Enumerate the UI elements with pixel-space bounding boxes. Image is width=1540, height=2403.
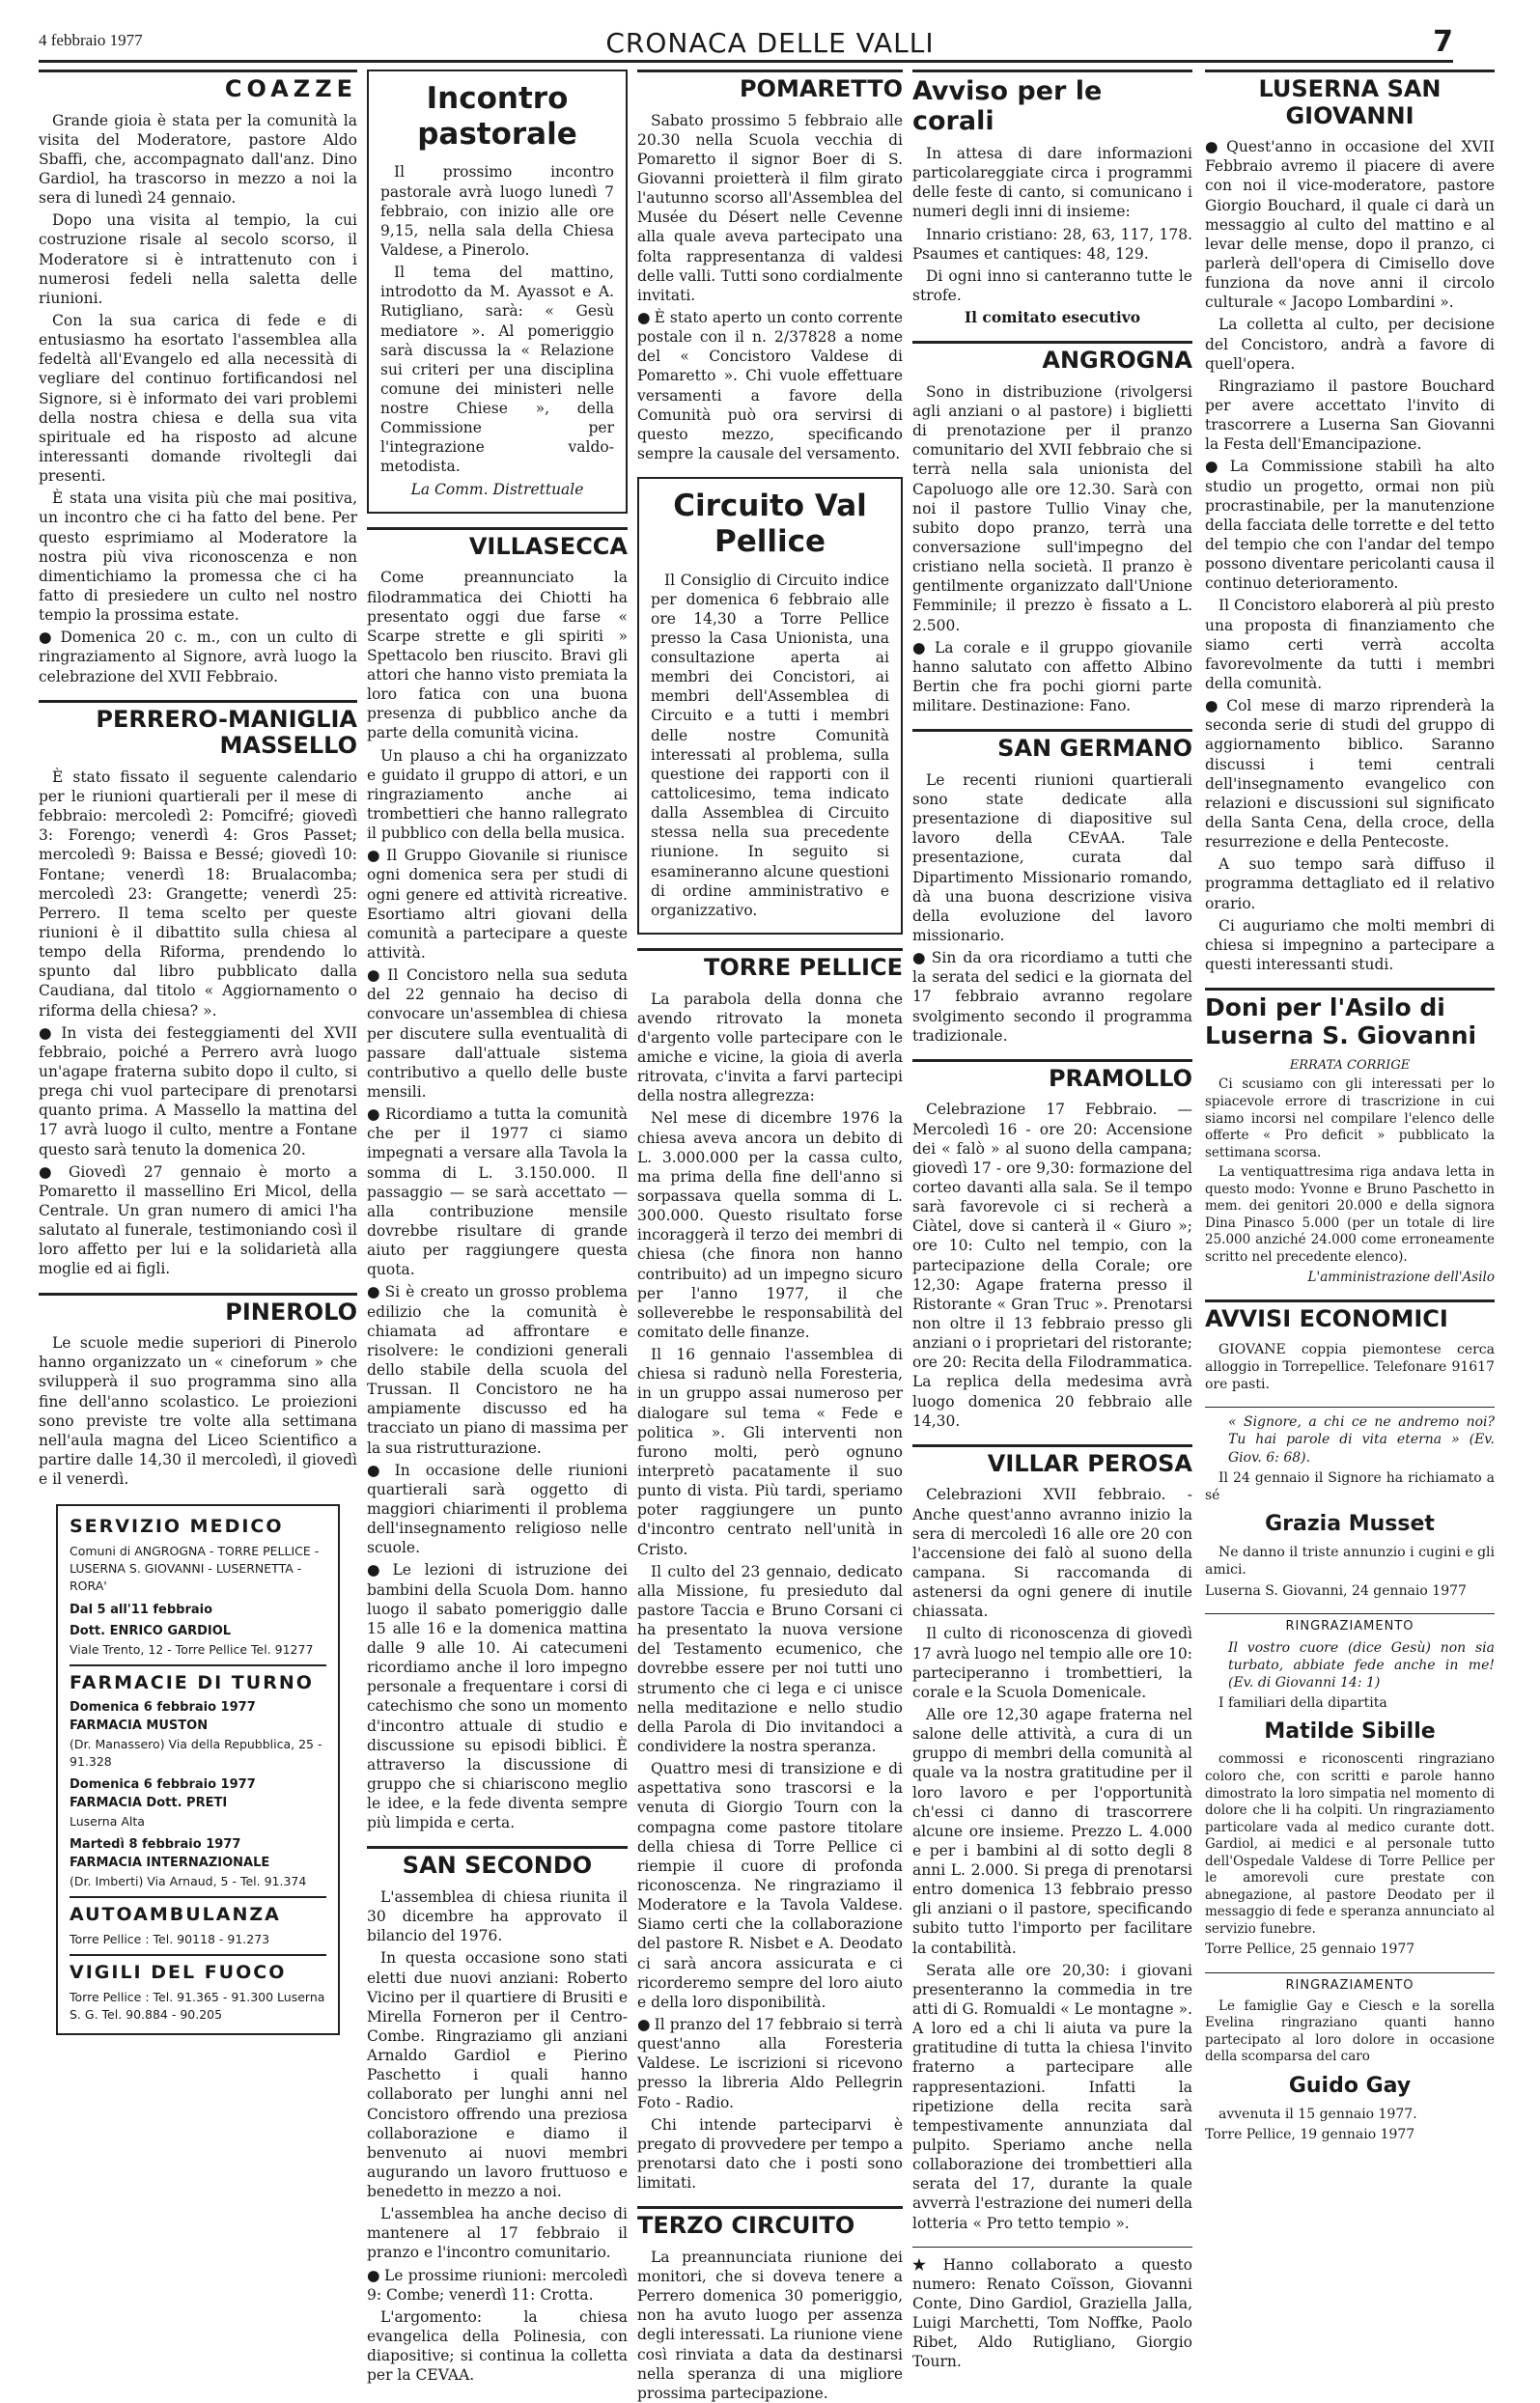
ringraziamento-heading: RINGRAZIAMENTO: [1205, 1972, 1495, 1993]
article-incontro-pastorale: [367, 70, 628, 514]
paragraph: Sabato prossimo 5 febbraio alle 20.30 nella Scuola vecchia di Pomaretto il signor Boer di S. Giovanni proietterà il film girato l'autunno scorso all'Assemblea del Musée du Désert nelle Cevenne alla quale aveva partecipato una folta rappresentanza di valdesi delle valli. Tutti sono cordialmente invitati.: [637, 111, 903, 304]
bullet-paragraph: [39, 1023, 357, 1160]
place-date: Luserna S. Giovanni, 24 gennaio 1977: [1205, 1582, 1467, 1599]
paragraph: avvenuta il 15 gennaio 1977.: [1218, 2106, 1417, 2122]
bullet-icon: ●: [912, 948, 928, 967]
box-heading: AUTOAMBULANZA: [70, 1896, 326, 1925]
bullet-text: Sin da ora ricordiamo a tutti che la serata del sedici e la giornata del 17 febbraio avranno regolare svolgimento secondo il programma tradizionale.: [912, 949, 1192, 1045]
bullet-paragraph: [912, 948, 1192, 1046]
paragraph: La parabola della donna che avendo ritrovato la moneta d'argento volle partecipare con le amiche e vicine, la gioia di averla ritrovata, c'invita a farvi partecipi della nostra allegrezza:: [637, 990, 903, 1105]
paragraph: In attesa di dare informazioni particolareggiate circa i programmi delle feste di canto, si comunicano i numeri degli inni di insieme:: [912, 145, 1192, 221]
bullet-text: Le lezioni di istruzione dei bambini della Scuola Dom. hanno luogo il sabato pomeriggio dalle 15 alle 16 e la domenica mattina dalle 9 alle 10. Ai catecumeni ricordiamo anche il loro impegno personale a frequentare i corsi di catechismo che sono un momento d'incontro attuale di studio e discussione su episodi biblici. È attraverso la discussione di gruppo che si chiariscono meglio le idee, e la fede diventa sempre più limpida e certa.: [367, 1561, 628, 1832]
newspaper-section-title: CRONACA DELLE VALLI: [605, 27, 935, 59]
paragraph: GIOVANE coppia piemontese cerca alloggio in Torrepellice. Telefonare 91617 ore pasti.: [1205, 1341, 1495, 1393]
bullet-paragraph: [637, 308, 903, 463]
paragraph: Il Consiglio di Circuito indice per domenica 6 febbraio alle ore 14,30 a Torre Pellice presso la Casa Unionista, una consultazione aperta ai membri dei Concistori, ai membri dell'Assemblea di Circuito e a tutti i membri delle nostre Comunità interessati al problema, sulla questione dei rapporti con il cattolicesimo, tema indicato dalla Assemblea di Circuito stessa nella sua precedente riunione. In seguito si esamineranno alcune questioni di ordine amministrativo e organizzativo.: [651, 571, 889, 919]
bullet-icon: ●: [367, 2265, 380, 2284]
pharmacy-date: Domenica 6 febbraio 1977: [70, 1700, 256, 1716]
article-title: POMARETTO: [637, 70, 903, 103]
pharmacy-info: (Dr. Manassero) Via della Repubblica, 25 - 91.328: [70, 1737, 322, 1770]
paragraph: Il tema del mattino, introdotto da M. Ayassot e A. Rutigliano, sarà: « Gesù mediatore ». Al pomeriggio sarà discussa la « Relazione sui criteri per una disciplina comune dei ministeri nelle nostre Chiese », della Commissione per l'integrazione valdo-metodista.: [380, 264, 614, 476]
article-pomaretto: [637, 70, 903, 463]
deceased-name: Matilde Sibille: [1264, 1719, 1436, 1745]
bullet-text: Il Concistoro nella sua seduta del 22 gennaio ha deciso di convocare un'assemblea di chiesa per discutere sulla eventualità di passare dall'attuale sistema contributivo a quello delle buste mensili.: [367, 966, 628, 1102]
article-title: TORRE PELLICE: [637, 948, 903, 982]
paragraph: Il Concistoro elaborerà al più presto una proposta di finanziamento che siamo certi verrà accolta favorevolmente da tutti i membri della comunità.: [1205, 597, 1495, 692]
bullet-paragraph: [39, 628, 357, 685]
paragraph: Chi intende parteciparvi è pregato di provvedere per tempo a prenotarsi dato che i posti sono limitati.: [637, 2115, 903, 2193]
paragraph: A suo tempo sarà diffuso il programma dettagliato ed il relativo orario.: [1205, 855, 1495, 912]
box-line: Torre Pellice : Tel. 91.365 - 91.300 Luserna S. G. Tel. 90.884 - 90.205: [70, 1990, 325, 2023]
article-torre-pellice: [637, 948, 903, 2193]
paragraph: Ringraziamo il pastore Bouchard per avere accettato l'invito di trascorrere a Luserna San Giovanni la Festa dell'Emancipazione.: [1205, 377, 1495, 454]
pharmacy-entry: [70, 1699, 326, 1771]
box-heading: FARMACIE DI TURNO: [70, 1664, 326, 1693]
column-5: [1205, 70, 1495, 2280]
bullet-text: Si è creato un grosso problema edilizio che la comunità è chiamata ad affrontare e risolvere: le condizioni generali dello stabile della scuola del Trussan. Il Concistoro ne ha ampiamente discusso ed ha tracciato un piano di massima per la sua ristrutturazione.: [367, 1283, 628, 1457]
article-doni-asilo: [1205, 988, 1495, 1286]
article-pinerolo: [39, 1293, 357, 1490]
bullet-icon: ●: [39, 1022, 58, 1042]
place-date: Torre Pellice, 25 gennaio 1977: [1205, 1942, 1415, 1958]
deceased-name: Guido Gay: [1288, 2073, 1412, 2098]
article-san-germano: [912, 729, 1192, 1046]
bullet-icon: ●: [39, 1161, 65, 1181]
article-title: PERRERO-MANIGLIA MASSELLO: [39, 700, 357, 760]
header-rule: [39, 60, 1453, 63]
article-title: PINEROLO: [39, 1293, 357, 1327]
contributors-note: [912, 2255, 1192, 2372]
box-line: Comuni di ANGROGNA - TORRE PELLICE - LUSERNA S. GIOVANNI - LUSERNETTA - RORA': [70, 1544, 320, 1594]
bullet-icon: ●: [367, 965, 384, 985]
article-circuito-val-pellice: [637, 477, 903, 935]
errata-heading: ERRATA CORRIGE: [1289, 1057, 1411, 1073]
issue-date: 4 febbraio 1977: [39, 31, 143, 49]
box-line: Torre Pellice : Tel. 90118 - 91.273: [70, 1931, 270, 1946]
pharmacy-info: (Dr. Imberti) Via Arnaud, 5 - Tel. 91.374: [70, 1873, 307, 1888]
article-title: VILLAR PEROSA: [912, 1444, 1192, 1478]
column-4: [912, 70, 1192, 2371]
obituary-sibille: [1205, 1613, 1495, 1959]
paragraph: È stato fissato il seguente calendario per le riunioni quartierali per il mese di febbraio: mercoledì 2: Pomcifré; giovedì 3: Forengo; venerdì 4: Gros Passet; mercoledì 9: Baissa e Bessé; giovedì 10: Fontane; venerdì 18: Brualacomba; mercoledì 23: Grangette; venerdì 25: Perrero. Il tema scelto per queste riunioni è il dibattito sulla chiesa al tempo della Riforma, prendendo lo spunto dal libro pubblicato dalla Caudiana, dal titolo « Aggiornamento o riforma della chiesa? ».: [39, 768, 357, 1020]
bullet-paragraph: [367, 1282, 628, 1457]
paragraph: Un plauso a chi ha organizzato e guidato il gruppo di attori, e un ringraziamento anche ai trombettieri che hanno rallegrato il pubblico con della bella musica.: [367, 746, 628, 843]
bullet-text: Col mese di marzo riprenderà la seconda serie di studi del gruppo di aggiornamento biblico. Saranno discussi i temi centrali dell'insegnamento evangelico con relazioni e discussioni sul significato della Santa Cena, della croce, della resurrezione e della Pentecoste.: [1205, 697, 1495, 852]
pharmacy-date: Martedì 8 febbraio 1977: [70, 1837, 241, 1853]
bullet-paragraph: [1205, 696, 1495, 852]
quote: Il vostro cuore (dice Gesù) non sia turbato, abbiate fede anche in me! (Ev. di Giovanni 14: 1): [1228, 1639, 1495, 1691]
bullet-text: In occasione delle riunioni quartierali sarà oggetto di maggiori chiarimenti il problema dell'insegnamento religioso nelle scuole.: [367, 1461, 628, 1557]
paragraph: Il 24 gennaio il Signore ha richiamato a sé: [1205, 1469, 1495, 1503]
bullet-text: Giovedì 27 gennaio è morto a Pomaretto il massellino Eri Micol, della Centrale. Un gran numero di amici l'ha salutato al funerale, testimoniando così il loro affetto per lui e la solidarietà alla moglie ed ai figli.: [39, 1162, 357, 1278]
bullet-icon: ●: [1205, 457, 1226, 476]
bullet-text: È stato aperto un conto corrente postale con il n. 2/37828 a nome del « Concistoro Valdese di Pomaretto ». Chi vuole effettuare versamenti a favore della Comunità può ora servirsi di questo mezzo, specificando sempre la causale del versamento.: [637, 309, 903, 462]
bullet-paragraph: [912, 638, 1192, 716]
paragraph: I familiari della dipartita: [1218, 1695, 1387, 1712]
bullet-paragraph: [1205, 137, 1495, 312]
obituary-gay: [1205, 1972, 1495, 2144]
bullet-text: In vista dei festeggiamenti del XVII febbraio, poiché a Perrero avrà luogo un'agape fraterna subito dopo il culto, si prega chi vuol partecipare di prenotarsi quanto prima. A Massello la mattina del 17 avrà luogo il culto, mentre a Fontane questo sarà tenuto la domenica 20.: [39, 1023, 357, 1159]
article-villasecca: [367, 527, 628, 1833]
column-2: [367, 70, 629, 2385]
paragraph: La colletta al culto, per decisione del Concistoro, andrà a favore di quell'opera.: [1205, 316, 1495, 373]
paragraph: Le recenti riunioni quartierali sono state dedicate alla presentazione di diapositive sul lavoro della CEvAA. Tale presentazione, curata dal Dipartimento Missionario romando, dà una buona descrizione visiva della evoluzione del lavoro missionario.: [912, 770, 1192, 944]
paragraph: Ci auguriamo che molti membri di chiesa si impegnino a partecipare a questi interessanti studi.: [1205, 916, 1495, 973]
paragraph: Innario cristiano: 28, 63, 117, 178. Psaumes et cantiques: 48, 129.: [912, 225, 1192, 263]
bullet-paragraph: [367, 965, 628, 1102]
bullet-paragraph: [367, 1104, 628, 1279]
article-perrero: [39, 700, 357, 1279]
article-luserna-san-giovanni: [1205, 70, 1495, 974]
article-avviso-corali: [912, 70, 1192, 327]
article-title: COAZZE: [39, 70, 357, 103]
paragraph: Il culto di riconoscenza di giovedì 17 avrà luogo nel tempio alle ore 10: parteciperanno i trombettieri, la corale e la Scuola Domenicale.: [912, 1625, 1192, 1701]
article-title: ANGROGNA: [912, 341, 1192, 375]
pharmacy-entry: [70, 1836, 326, 1890]
paragraph: Il culto del 23 gennaio, dedicato alla Missione, fu presieduto dal pastore Taccia e Bruno Corsani ci ha presentato la nuova versione del Testamento ecumenico, che dovrebbe essere per noi tutti uno strumento che ci lega e ci unisce nella meditazione e nello studio della Parola di Dio invitandoci a condividere la nostra speranza.: [637, 1562, 903, 1755]
box-heading: SERVIZIO MEDICO: [70, 1516, 284, 1538]
article-coazze: [39, 70, 357, 686]
article-title: Incontro pastorale: [417, 81, 577, 153]
paragraph: L'assemblea di chiesa riunita il 30 dicembre ha approvato il bilancio del 1976.: [367, 1887, 628, 1945]
contributors-text: Hanno collaborato a questo numero: Renato Coïsson, Giovanni Conte, Dino Gardiol, Graziella Jalla, Luigi Marchetti, Tom Noffke, Paolo Ribet, Aldo Rutigliano, Giorgio Tourn.: [912, 2255, 1192, 2371]
bullet-text: La Commissione stabilì ha alto studio un progetto, ormai non più procrastinabile, per la manutenzione della facciata delle torrette e del tetto del tempio che con l'andar del tempo possono diventare pericolanti causa il continuo deterioramento.: [1205, 458, 1495, 593]
paragraph: Il 16 gennaio l'assemblea di chiesa si radunò nella Foresteria, in un gruppo assai numeroso per dialogare sul tema « Fede e politica ». Gli interventi non furono molti, però ognuno interpretò pacatamente il suo punto di vista. Più tardi, speriamo poter raggiungere un punto d'incontro centrato nell'unità in Cristo.: [637, 1346, 903, 1558]
article-title: PRAMOLLO: [912, 1059, 1192, 1093]
paragraph: Ci scusiamo con gli interessati per lo spiacevole errore di trascrizione in cui siamo incorsi nel compilare l'elenco delle offerte « Pro deficit » pubblicato la settimana scorsa.: [1205, 1076, 1495, 1160]
bullet-paragraph: [367, 846, 628, 963]
paragraph: Nel mese di dicembre 1976 la chiesa aveva ancora un debito di L. 3.000.000 per la cassa culto, ma prima della fine dell'anno si sorpassava quella somma di L. 300.000. Questo risultato forse incoraggerà il terzo dei membri di chiesa (che finora non hanno contribuito) ad un impegno sicuro per l'anno 1977, il che solleverebbe le responsabilità del comitato delle finanze.: [637, 1109, 903, 1342]
paragraph: Con la sua carica di fede e di entusiasmo ha esortato l'assemblea alla fedeltà all'Evangelo ed alla necessità di vegliare del continuo fortificandosi nel Signore, si è informato dei vari problemi della nostra chiesa e della sua vita spirituale ed ha risposto ad alcune interessanti domande rivoltegli dai presenti.: [39, 312, 357, 486]
signature: Il comitato esecutivo: [964, 308, 1141, 327]
signature: La Comm. Distrettuale: [410, 480, 584, 498]
doctor-name: Dott. ENRICO GARDIOL: [70, 1624, 232, 1639]
paragraph: Sono in distribuzione (rivolgersi agli anziani o al pastore) i biglietti di prenotazione per il pranzo comunitario del XVII febbraio che si terrà nella sala unionista del Capoluogo alle ore 12.30. Sarà con noi il pastore Tullio Vinay che, subito dopo pranzo, terrà una conversazione sull'impegno del cristiano nella società. Il pranzo è gentilmente organizzato dall'Unione Femminile; il prezzo è fissato a L. 2.500.: [912, 382, 1192, 634]
bullet-paragraph: [1205, 457, 1495, 593]
bullet-icon: ●: [367, 1560, 389, 1579]
paragraph: Alle ore 12,30 agape fraterna nel salone delle attività, a cura di un gruppo di membri della comunità al quale va la nostra gratitudine per il loro lavoro e per l'opportunità ch'essi ci danno di trascorrere alcune ore insieme. Prezzo L. 4.000 e per i bambini al di sotto degli 8 anni L. 2.000. Si prega di prenotarsi entro domenica 13 febbraio presso gli anziani o il pastore, specificando subito tutto l'importo per facilitare la contabilità.: [912, 1705, 1192, 1957]
column-3: [637, 70, 903, 2402]
paragraph: Il prossimo incontro pastorale avrà luogo lunedì 7 febbraio, con inizio alle ore 9,15, nella sala della Chiesa Valdese, a Pinerolo.: [380, 163, 614, 259]
bullet-text: Quest'anno in occasione del XVII Febbraio avremo il piacere di avere con noi il vice-moderatore, pastore Giorgio Bouchard, il quale ci darà un messaggio al culto del mattino e al levar delle mense, dopo il pranzo, ci parlerà dell'opera di Cimisello dove funziona da nove anni il circolo culturale « Jacopo Lombardini ».: [1205, 138, 1495, 312]
article-title: Circuito Val Pellice: [673, 489, 867, 560]
bullet-paragraph: [367, 1560, 628, 1832]
pharmacy-entry: [70, 1776, 326, 1830]
article-title: Avviso per le corali: [912, 70, 1192, 136]
article-title: AVVISI ECONOMICI: [1205, 1299, 1495, 1333]
page-number: 7: [1433, 25, 1453, 59]
paragraph: Le scuole medie superiori di Pinerolo hanno organizzato un « cineforum » che svilupperà il suo programma sino alla fine dell'anno scolastico. Le proiezioni sono previste tre volte alla settimana nell'aula magna del Liceo Scientifico a partire dalle 14,30 il mercoledì, il giovedì e il venerdì.: [39, 1334, 357, 1489]
paragraph: Grande gioia è stata per la comunità la visita del Moderatore, pastore Aldo Sbaffi, che, accompagnato dall'anz. Dino Gardiol, ha trascorso in mezzo a noi la sera di lunedì 24 gennaio.: [39, 111, 357, 208]
paragraph: La preannunciata riunione dei monitori, che si doveva tenere a Perrero domenica 30 pomeriggio, non ha avuto luogo per assenza degli interessati. La riunione viene così rinviata a data da destinarsi nella speranza di una migliore prossima partecipazione.: [637, 2248, 903, 2402]
bullet-icon: ●: [637, 2014, 651, 2033]
paragraph: È stata una visita più che mai positiva, un incontro che ci ha fatto del bene. Per questo esprimiamo al Moderatore la nostra più viva riconoscenza e non dimentichiamo la promessa che ci ha fatto di presiedere un culto nel nostro tempio la prossima estate.: [39, 489, 357, 625]
article-title: Doni per l'Asilo di Luserna S. Giovanni: [1205, 988, 1495, 1050]
article-title: SAN SECONDO: [367, 1846, 628, 1880]
paragraph: L'assemblea ha anche deciso di mantenere al 17 febbraio il pranzo e l'incontro comunitario.: [367, 2205, 628, 2262]
article-title: SAN GERMANO: [912, 729, 1192, 763]
paragraph: L'argomento: la chiesa evangelica della Polinesia, con diapositive; si continua la colletta per la CEVAA.: [367, 2307, 628, 2385]
divider: [912, 2247, 1192, 2248]
article-san-secondo: [367, 1846, 628, 2385]
bullet-icon: ●: [367, 1282, 381, 1301]
deceased-name: Grazia Musset: [1265, 1512, 1435, 1537]
star-icon: ★: [912, 2254, 939, 2274]
article-title: TERZO CIRCUITO: [637, 2206, 903, 2240]
bullet-text: Le prossime riunioni: mercoledì 9: Combe; venerdì 11: Crotta.: [367, 2266, 629, 2304]
pharmacy-date: Domenica 6 febbraio 1977: [70, 1777, 256, 1793]
bullet-paragraph: [367, 1461, 628, 1558]
bullet-icon: ●: [1205, 137, 1223, 156]
bullet-icon: ●: [39, 628, 57, 647]
paragraph: commossi e riconoscenti ringraziano coloro che, con scritti e parole hanno dimostrato la loro simpatia nel momento di dolore che li ha colpiti. Un ringraziamento particolare vada al medico curante dott. Gardiol, ai medici e al personale tutto dell'Ospedale Valdese di Torre Pellice per le amorevoli cure prestate con abnegazione, al pastore Deodato per il messaggio di fede e speranza annunciato al servizio funebre.: [1205, 1751, 1495, 1937]
bullet-text: Ricordiamo a tutta la comunità che per il 1977 ci siamo impegnati a versare alla Tavola la somma di L. 3.150.000. Il passaggio — se sarà accettato — alla contribuzione mensile dovrebbe risultare di grande aiuto per raggiungere questa quota.: [367, 1105, 628, 1279]
signature: L'amministrazione dell'Asilo: [1307, 1269, 1495, 1285]
bullet-icon: ●: [367, 1460, 391, 1479]
bullet-paragraph: [367, 2266, 628, 2305]
paragraph: Di ogni inno si canteranno tutte le strofe.: [912, 266, 1192, 304]
bullet-text: Il Gruppo Giovanile si riunisce ogni domenica sera per studi di ogni genere ed attività ricreative. Esortiamo altri giovani della comunità a partecipare a queste attività.: [367, 847, 628, 963]
paragraph: Come preannunciato la filodrammatica dei Chiotti ha presentato oggi due farse « Scarpe strette e gli spiriti » Spettacolo ben riuscito. Bravi gli attori che hanno visto premiata la loro fatica con una buona presenza di pubblico anche da parte della comunità vicina.: [367, 569, 628, 742]
box-heading: VIGILI DEL FUOCO: [70, 1954, 326, 1983]
place-date: Torre Pellice, 19 gennaio 1977: [1205, 2127, 1415, 2143]
bullet-icon: ●: [912, 637, 931, 657]
article-angrogna: [912, 341, 1192, 715]
paragraph: Ne danno il triste annunzio i cugini e gli amici.: [1205, 1545, 1495, 1579]
bullet-text: Domenica 20 c. m., con un culto di ringraziamento al Signore, avrà luogo la celebrazione del XVII Febbraio.: [39, 629, 357, 685]
article-pramollo: [912, 1059, 1192, 1431]
article-terzo-circuito: [637, 2206, 903, 2403]
doctor-address: Viale Trento, 12 - Torre Pellice Tel. 91277: [70, 1642, 314, 1658]
bullet-icon: ●: [637, 308, 651, 326]
bullet-paragraph: [39, 1162, 357, 1279]
bullet-icon: ●: [367, 846, 383, 865]
bullet-icon: ●: [1205, 696, 1223, 715]
box-line: Dal 5 all'11 febbraio: [70, 1602, 213, 1617]
pharmacy-name: FARMACIA INTERNAZIONALE: [70, 1856, 270, 1871]
bullet-text: Il pranzo del 17 febbraio si terrà quest'anno alla Foresteria Valdese. Le iscrizioni si ricevono presso la libreria Aldo Pellegrin Foto - Radio.: [637, 2015, 903, 2111]
classified-ads: [1205, 1299, 1495, 1393]
article-title: LUSERNA SAN GIOVANNI: [1205, 70, 1495, 129]
paragraph: Quattro mesi di transizione e di aspettativa sono trascorsi e la venuta di Giorgio Tourn con la compagna come pastore titolare della chiesa di Torre Pellice ci riempie il cuore di profonda riconoscenza. Ne ringraziamo il Moderatore e la Tavola Valdese. Siamo certi che la collaborazione del pastore R. Nisbet e A. Deodato ci sarà ancora assicurata e ci ricorderemo sempre del loro aiuto e della loro disponibilità.: [637, 1760, 903, 2011]
bullet-icon: ●: [367, 1104, 382, 1124]
pharmacy-name: FARMACIA Dott. PRETI: [70, 1796, 228, 1811]
obituary-musset: [1205, 1407, 1495, 1600]
paragraph: Celebrazione 17 Febbraio. — Mercoledì 16 - ore 20: Accensione dei « falò » al suono della campana; giovedì 17 - ore 9,30: formazione del corteo davanti alla sala. Se il tempo sarà favorevole ci si recherà a Ciàtel, dove si canterà il « Giuro »; ore 10: Culto nel tempio, con la partecipazione della Corale; ore 12,30: Agape fraterna presso il Ristorante « Gran Truc ». Prenotarsi non oltre il 13 febbraio presso gli anziani o i proprietari del ristorante; ore 20: Recita della Filodrammatica. La replica della medesima avrà luogo domenica 20 febbraio alle 14,30.: [912, 1101, 1192, 1430]
quote: « Signore, a chi ce ne andremo noi? Tu hai parole di vita eterna » (Ev. Giov. 6: 68).: [1228, 1414, 1495, 1466]
paragraph: Celebrazioni XVII febbraio. - Anche quest'anno avranno inizio la sera di mercoledì 16 alle ore 20 con l'accensione dei falò al suono della campana. Si raccomanda di astenersi da ogni genere di inutile chiassata.: [912, 1486, 1192, 1621]
paragraph: Le famiglie Gay e Ciesch e la sorella Evelina ringraziano quanti hanno partecipato al loro dolore in occasione della scomparsa del caro: [1205, 1998, 1495, 2065]
paragraph: In questa occasione sono stati eletti due nuovi anziani: Roberto Vicino per il quartiere di Brusiti e Mirella Forneron per il Centro-Combe. Ringraziamo gli anziani Arnaldo Gardiol e Pierino Paschetto i quali hanno collaborato per lunghi anni nel Concistoro offrendo una preziosa collaborazione e diamo il benvenuto ai nuovi membri augurando un lavoro fruttuoso e benedetto in mezzo a noi.: [367, 1949, 628, 2201]
bullet-paragraph: [637, 2015, 903, 2112]
ringraziamento-heading: RINGRAZIAMENTO: [1205, 1613, 1495, 1634]
paragraph: La ventiquattresima riga andava letta in questo modo: Yvonne e Bruno Paschetto in mem. dei genitori 20.000 e della signora Dina Pinasco 5.000 (per un totale di lire 25.000 anziché 24.000 come erroneamente scritto nel precedente elenco).: [1205, 1164, 1495, 1265]
bullet-text: La corale e il gruppo giovanile hanno salutato con affetto Albino Bertin che fra pochi giorni parte militare. Destinazione: Fano.: [912, 638, 1192, 715]
pharmacy-name: FARMACIA MUSTON: [70, 1718, 209, 1734]
article-title: VILLASECCA: [367, 527, 628, 561]
article-villar-perosa: [912, 1444, 1192, 2233]
paragraph: Serata alle ore 20,30: i giovani presenteranno la commedia in tre atti di G. Romualdi « Le montagne ». A loro ed a chi li aiuta va pure la gratitudine di tutta la chiesa l'invito fraterno a partecipare alle rappresentazioni. Infatti la ripetizione della recita sarà tempestivamente annunziata dal pulpito. Speriamo anche nella collaborazione dei trombettieri alla serata del 17, durante la quale avverrà l'estrazione dei numeri della lotteria « Pro tetto tempio ».: [912, 1961, 1192, 2232]
column-1: [39, 70, 357, 2280]
pharmacy-info: Luserna Alta: [70, 1814, 145, 1830]
medical-service-box: [56, 1504, 340, 2035]
paragraph: Dopo una visita al tempio, la cui costruzione risale al secolo scorso, il Moderatore si è intrattenuto con i numerosi fedeli nella saletta delle riunioni.: [39, 211, 357, 307]
